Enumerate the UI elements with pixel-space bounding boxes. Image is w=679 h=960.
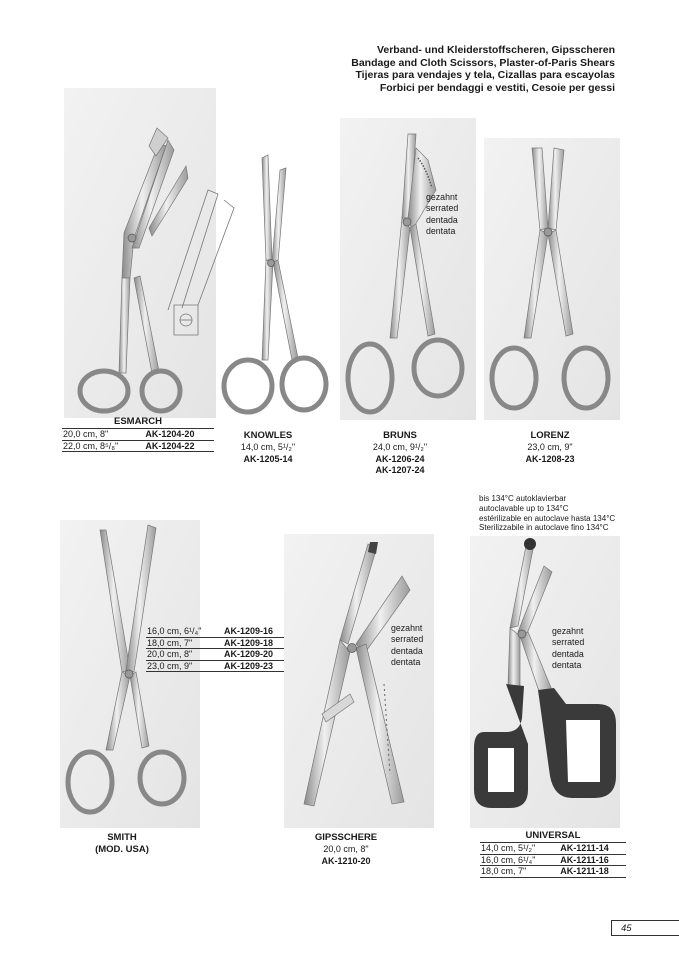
variant-size: 18,0 cm, 7" (147, 637, 193, 648)
variant-size: 16,0 cm, 6¹/₄" (147, 626, 202, 636)
universal-scissors-image (470, 536, 620, 828)
lorenz-code: AK-1208-23 (525, 453, 575, 464)
header-line-de: Verband- und Kleiderstoffscheren, Gipsscheren (376, 44, 615, 56)
header-line-en: Bandage and Cloth Scissors, Plaster-of-Paris Shears (351, 56, 615, 69)
header-line-it: Forbici per bendaggi e vestiti, Cesoie per gessi (379, 81, 615, 94)
gipsschere-size: 20,0 cm, 8" (323, 844, 369, 854)
variant-code: AK-1211-18 (560, 866, 609, 876)
note-line: bis 134°C autoklavierbar (479, 494, 567, 503)
variant-code: AK-1211-14 (560, 843, 609, 853)
lorenz-scissors-image (484, 138, 620, 420)
note-line: dentata (552, 659, 582, 670)
note-line: serrated (426, 203, 459, 214)
gipsschere-code: AK-1210-20 (321, 855, 371, 866)
esmarch-name: ESMARCH (113, 416, 163, 427)
table-row (146, 660, 288, 672)
bruns-code-1: AK-1206-24 (375, 453, 425, 464)
knowles-name: KNOWLES (243, 430, 293, 441)
variant-size: 14,0 cm, 5¹/₂" (481, 843, 536, 853)
table-row (480, 866, 626, 878)
smith-variant-table (146, 626, 288, 672)
universal-variant-table (480, 842, 626, 878)
page-number (611, 920, 679, 936)
universal-serrated-note (552, 626, 584, 671)
gipsschere-info (286, 844, 406, 867)
note-line: serrated (552, 637, 585, 648)
variant-size: 16,0 cm, 6¹/₄" (481, 854, 536, 865)
header-line-es: Tijeras para vendajes y tela, Cizallas para escayolas (355, 69, 615, 82)
variant-code: AK-1209-20 (223, 649, 273, 659)
universal-name: UNIVERSAL (525, 830, 581, 841)
table-row (146, 637, 288, 649)
smith-name-line-2: (MOD. USA) (95, 843, 149, 855)
variant-code: AK-1204-22 (145, 440, 195, 451)
lorenz-size: 23,0 cm, 9" (527, 442, 573, 452)
note-line: autoclavable up to 134°C (479, 503, 569, 513)
bruns-size: 24,0 cm, 9¹/₂" (372, 442, 428, 452)
gipsschere-shears-image (284, 534, 434, 828)
note-line: serrated (391, 634, 424, 645)
variant-code: AK-1209-23 (223, 660, 273, 671)
variant-size: 20,0 cm, 8" (63, 429, 109, 439)
note-line: dentada (552, 648, 584, 659)
table-row (146, 626, 288, 637)
bruns-name: BRUNS (383, 430, 417, 441)
bruns-scissors-image (340, 118, 476, 420)
gipsschere-serrated-note (391, 623, 423, 668)
table-row (62, 440, 214, 452)
note-line: Sterilizzabile in autoclave fino 134°C (479, 523, 609, 533)
variant-code: AK-1211-16 (560, 854, 609, 865)
variant-code: AK-1209-18 (223, 637, 273, 648)
page-number-text: 45 (621, 923, 632, 934)
lorenz-name: LORENZ (530, 430, 570, 441)
smith-name-line-1: SMITH (107, 832, 137, 843)
smith-scissors-image (60, 520, 200, 828)
esmarch-variant-table (62, 428, 214, 452)
note-line: gezahnt (426, 192, 458, 202)
knowles-size: 14,0 cm, 5¹/₂" (240, 442, 296, 452)
variant-size: 22,0 cm, 8⁵/₈" (63, 440, 119, 451)
knowles-info (216, 442, 320, 465)
table-row (146, 649, 288, 661)
gipsschere-name: GIPSSCHERE (314, 832, 378, 843)
bruns-info (340, 442, 460, 477)
bruns-serrated-note (426, 192, 458, 237)
variant-code: AK-1204-20 (145, 429, 195, 439)
note-line: estérilizable en autoclave hasta 134°C (479, 513, 616, 523)
note-line: gezahnt (552, 626, 584, 636)
table-row (480, 854, 626, 866)
page-header (275, 44, 615, 94)
table-row (62, 429, 214, 441)
variant-size: 18,0 cm, 7" (481, 866, 527, 876)
note-line: dentata (391, 656, 421, 667)
smith-name (70, 832, 174, 855)
bruns-code-2: AK-1207-24 (375, 465, 425, 475)
lorenz-info (490, 442, 610, 465)
table-row (480, 843, 626, 855)
variant-code: AK-1209-16 (223, 626, 273, 636)
variant-size: 20,0 cm, 8" (147, 649, 193, 659)
note-line: dentada (426, 214, 458, 225)
knowles-code: AK-1205-14 (243, 453, 293, 464)
note-line: gezahnt (391, 623, 423, 633)
note-line: dentata (426, 225, 456, 236)
autoclave-note (479, 494, 615, 533)
knowles-scissors-image (216, 150, 332, 420)
variant-size: 23,0 cm, 9" (147, 660, 193, 671)
note-line: dentada (391, 645, 423, 656)
